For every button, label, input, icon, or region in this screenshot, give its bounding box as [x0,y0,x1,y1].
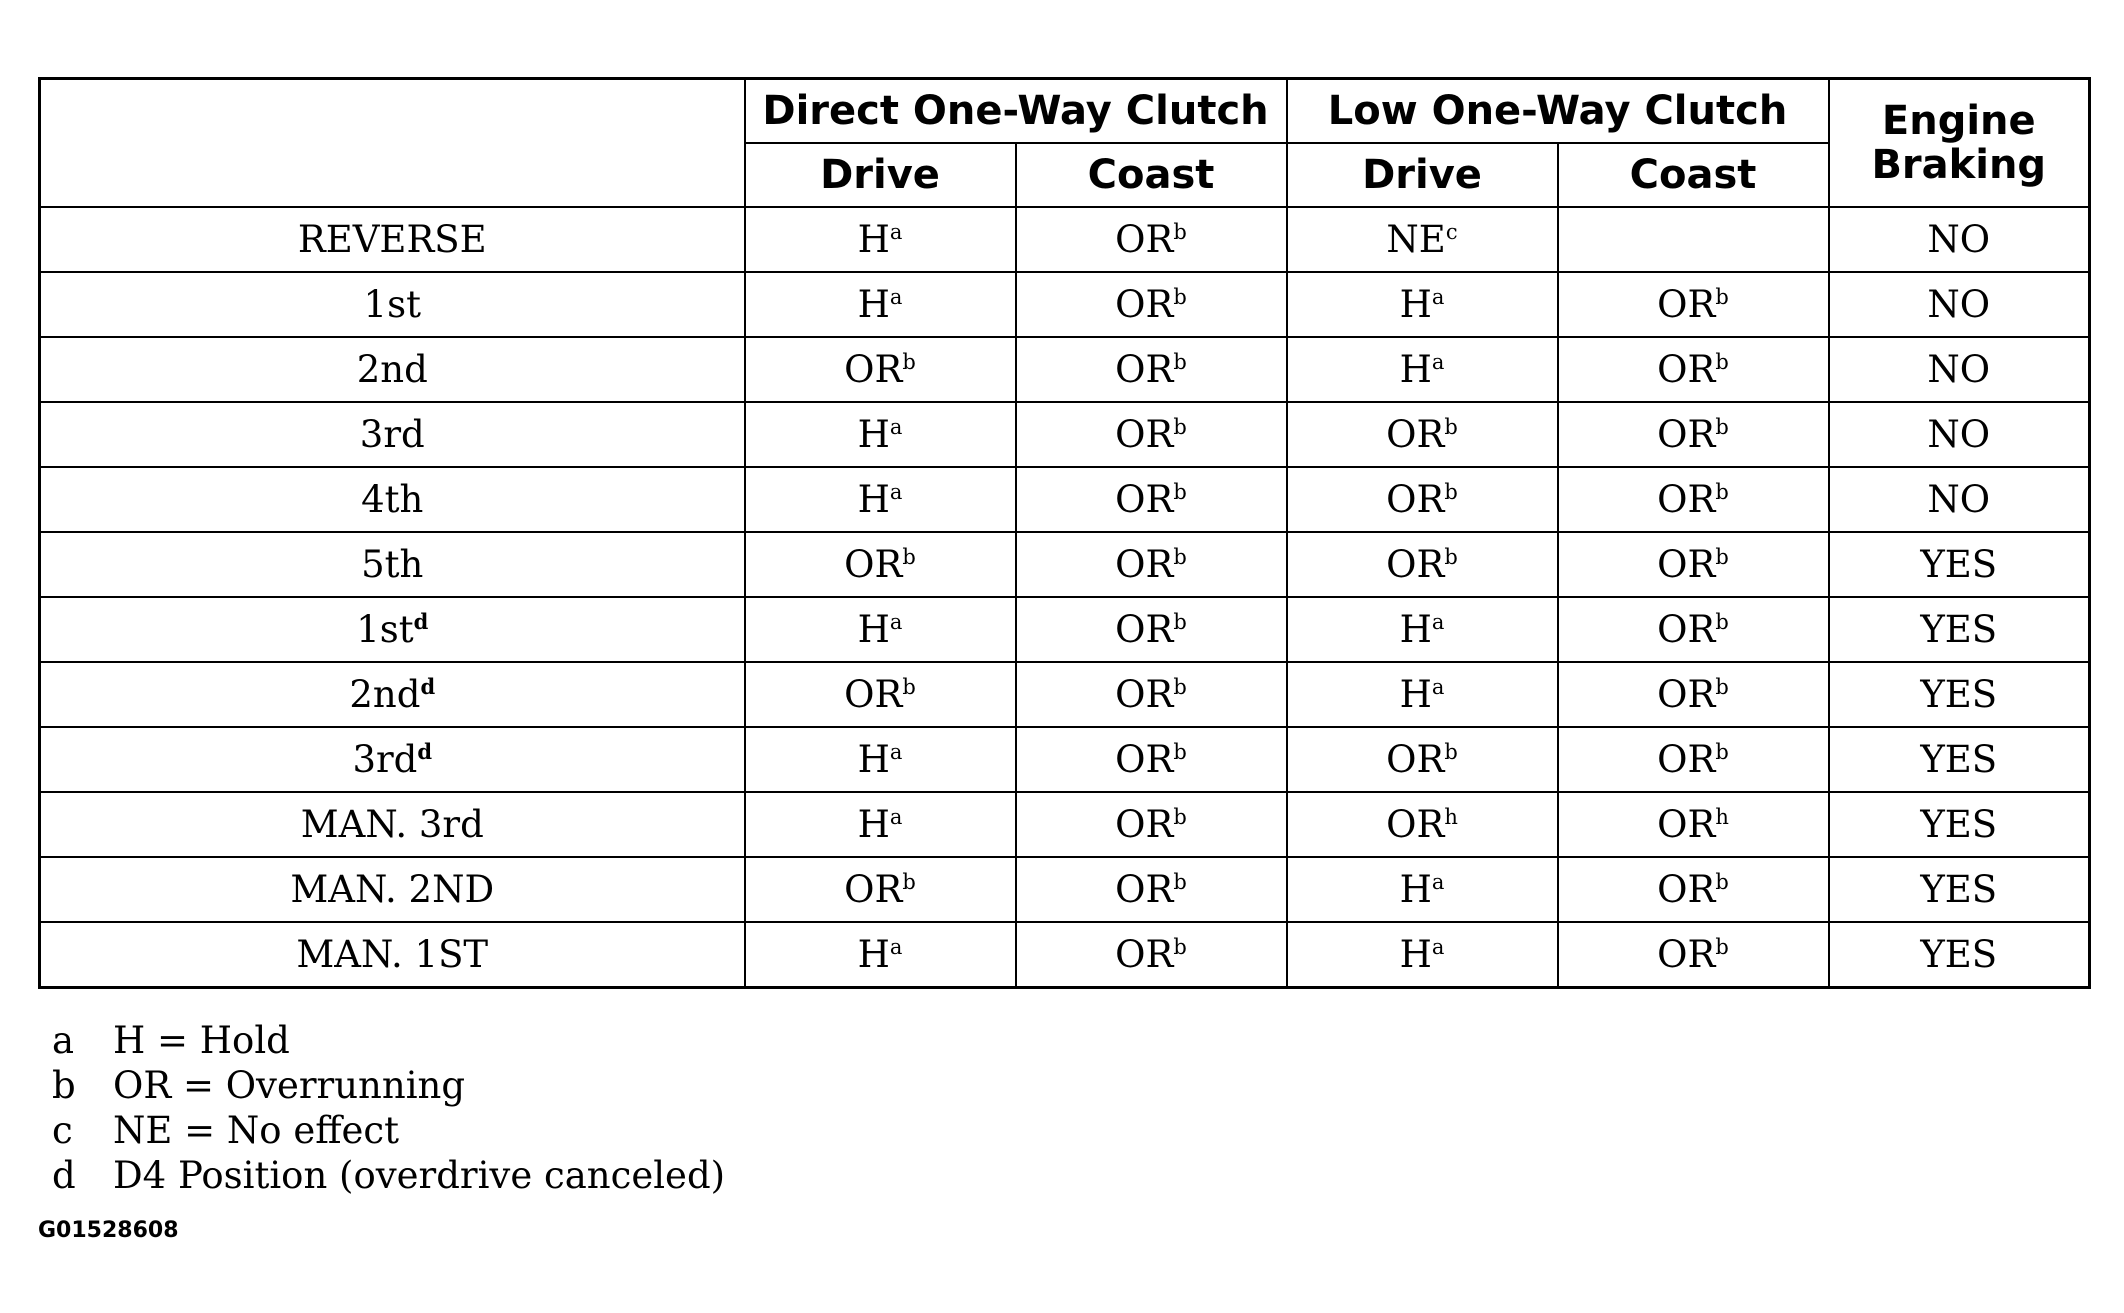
direct-drive-footnote-mark: b [902,870,916,894]
direct-drive-value: H [857,803,890,846]
low-drive-cell [1287,337,1558,402]
low-coast-footnote-mark: b [1715,675,1729,699]
direct-coast-cell [1016,792,1287,857]
low-coast-value: OR [1657,673,1716,716]
low-coast-cell [1558,857,1829,922]
direct-coast-cell [1016,337,1287,402]
position-label: MAN. 2ND [290,868,495,911]
footnote-key: b [52,1064,76,1107]
direct-coast-value: OR [1115,413,1174,456]
direct-drive-cell [745,402,1016,467]
footnote-key: c [52,1109,73,1152]
position-cell [40,402,745,467]
direct-coast-value: OR [1115,478,1174,521]
low-coast-footnote-mark: b [1715,935,1729,959]
engine-braking-value: YES [1920,933,1998,976]
direct-drive-cell [745,532,1016,597]
direct-coast-footnote-mark: b [1173,545,1187,569]
direct-drive-value: H [857,283,890,326]
direct-drive-cell [745,857,1016,922]
table-row [40,532,2090,597]
table-row [40,337,2090,402]
direct-coast-cell [1016,922,1287,988]
low-coast-footnote-mark: b [1715,610,1729,634]
position-label: 5th [361,543,424,586]
direct-coast-cell [1016,272,1287,337]
low-drive-footnote-mark: b [1444,480,1458,504]
position-footnote-mark: d [420,674,436,699]
low-drive-footnote-mark: a [1431,870,1445,894]
low-drive-footnote-mark: a [1431,350,1445,374]
low-drive-cell [1287,727,1558,792]
position-label: 3rd [352,738,418,781]
low-drive-value: H [1399,348,1432,391]
direct-coast-value: OR [1115,933,1174,976]
direct-drive-footnote-mark: a [889,610,903,634]
low-coast-value: OR [1657,478,1716,521]
footnote-key: d [52,1154,76,1197]
engine-braking-cell [1829,662,2090,727]
direct-drive-value: H [857,413,890,456]
low-coast-cell [1558,272,1829,337]
low-drive-value: OR [1386,738,1445,781]
position-label: 2nd [349,673,421,716]
direct-coast-footnote-mark: b [1173,480,1187,504]
position-label: 3rd [359,413,425,456]
engine-braking-cell [1829,402,2090,467]
engine-braking-value: YES [1920,543,1998,586]
engine-braking-value: YES [1920,738,1998,781]
engine-braking-value: NO [1927,413,1991,456]
low-drive-value: OR [1386,803,1445,846]
direct-coast-value: OR [1115,738,1174,781]
low-drive-value: H [1399,673,1432,716]
table-row [40,792,2090,857]
low-coast-value: OR [1657,868,1716,911]
low-drive-cell [1287,207,1558,272]
position-label: MAN. 1ST [296,933,489,976]
header-direct-drive: Drive [745,143,1016,207]
footnote-text: OR = Overrunning [113,1064,466,1107]
low-drive-footnote-mark: c [1445,220,1458,244]
direct-drive-footnote-mark: a [889,480,903,504]
direct-drive-footnote-mark: a [889,740,903,764]
engine-braking-value: NO [1927,218,1991,261]
direct-drive-cell [745,207,1016,272]
low-coast-footnote-mark: h [1715,805,1729,829]
direct-coast-cell [1016,727,1287,792]
table-row [40,662,2090,727]
position-cell [40,207,745,272]
engine-braking-cell [1829,727,2090,792]
low-coast-footnote-mark: b [1715,870,1729,894]
direct-coast-value: OR [1115,218,1174,261]
direct-coast-cell [1016,532,1287,597]
position-label: 2nd [356,348,428,391]
position-cell [40,792,745,857]
direct-drive-cell [745,337,1016,402]
direct-coast-cell [1016,662,1287,727]
direct-coast-value: OR [1115,348,1174,391]
low-drive-footnote-mark: b [1444,415,1458,439]
low-drive-value: OR [1386,478,1445,521]
direct-coast-cell [1016,857,1287,922]
header-corner-cell [40,79,745,208]
position-footnote-mark: d [413,609,429,634]
table-row [40,727,2090,792]
figure-id: G01528608 [38,1218,179,1243]
low-coast-value: OR [1657,933,1716,976]
table-row [40,922,2090,988]
low-coast-value: OR [1657,803,1716,846]
direct-coast-footnote-mark: b [1173,610,1187,634]
direct-drive-value: H [857,218,890,261]
low-drive-footnote-mark: a [1431,675,1445,699]
position-cell [40,857,745,922]
low-coast-cell [1558,922,1829,988]
direct-coast-value: OR [1115,283,1174,326]
engine-braking-cell [1829,857,2090,922]
low-drive-value: OR [1386,543,1445,586]
low-drive-value: H [1399,868,1432,911]
low-coast-cell [1558,337,1829,402]
position-label: REVERSE [297,218,487,261]
low-drive-footnote-mark: a [1431,935,1445,959]
low-drive-value: H [1399,933,1432,976]
table-row [40,857,2090,922]
low-drive-value: H [1399,283,1432,326]
direct-coast-footnote-mark: b [1173,740,1187,764]
low-coast-cell [1558,597,1829,662]
engine-braking-value: YES [1920,868,1998,911]
engine-braking-value: NO [1927,348,1991,391]
direct-drive-cell [745,662,1016,727]
direct-coast-cell [1016,402,1287,467]
direct-drive-cell [745,922,1016,988]
low-drive-value: OR [1386,413,1445,456]
low-drive-value: H [1399,608,1432,651]
direct-drive-footnote-mark: a [889,415,903,439]
direct-coast-footnote-mark: b [1173,415,1187,439]
position-label: 4th [361,478,424,521]
clutch-application-table [38,77,2091,989]
footnote-text: H = Hold [113,1019,290,1062]
position-footnote-mark: d [417,739,433,764]
header-direct-coast: Coast [1016,143,1287,207]
position-label: 1st [356,608,414,651]
direct-drive-value: H [857,933,890,976]
footnote-text: NE = No effect [113,1109,399,1152]
engine-braking-cell [1829,597,2090,662]
low-drive-cell [1287,922,1558,988]
low-coast-value: OR [1657,608,1716,651]
direct-drive-cell [745,272,1016,337]
table-header [40,79,2090,208]
engine-braking-cell [1829,792,2090,857]
engine-braking-value: YES [1920,608,1998,651]
direct-drive-footnote-mark: b [902,545,916,569]
low-drive-cell [1287,792,1558,857]
footnote-key: a [52,1019,75,1062]
direct-drive-value: OR [844,673,903,716]
direct-drive-value: H [857,478,890,521]
position-cell [40,922,745,988]
low-coast-cell [1558,402,1829,467]
direct-coast-footnote-mark: b [1173,285,1187,309]
header-low-coast: Coast [1558,143,1829,207]
low-coast-footnote-mark: b [1715,740,1729,764]
direct-drive-cell [745,792,1016,857]
low-coast-footnote-mark: b [1715,285,1729,309]
low-drive-footnote-mark: a [1431,285,1445,309]
direct-coast-value: OR [1115,543,1174,586]
footnote-text: D4 Position (overdrive canceled) [113,1154,726,1197]
table-row [40,207,2090,272]
header-engine-braking-line1: Engine [1881,98,2036,144]
low-coast-footnote-mark: b [1715,545,1729,569]
low-coast-footnote-mark: b [1715,480,1729,504]
direct-coast-value: OR [1115,608,1174,651]
low-coast-cell [1558,727,1829,792]
low-drive-footnote-mark: a [1431,610,1445,634]
direct-coast-cell [1016,207,1287,272]
low-drive-footnote-mark: h [1444,805,1458,829]
direct-coast-footnote-mark: b [1173,220,1187,244]
engine-braking-value: NO [1927,283,1991,326]
low-drive-cell [1287,402,1558,467]
engine-braking-value: NO [1927,478,1991,521]
position-cell [40,337,745,402]
low-coast-cell [1558,532,1829,597]
position-label: 1st [363,283,421,326]
direct-drive-footnote-mark: b [902,350,916,374]
position-cell [40,727,745,792]
table-row [40,467,2090,532]
low-drive-value: NE [1386,218,1446,261]
direct-coast-footnote-mark: b [1173,675,1187,699]
low-drive-footnote-mark: b [1444,545,1458,569]
direct-drive-cell [745,467,1016,532]
engine-braking-cell [1829,532,2090,597]
footnotes [52,1018,725,1198]
footnote-item [52,1018,725,1063]
header-low-one-way-clutch: Low One-Way Clutch [1287,79,1829,144]
low-coast-cell [1558,467,1829,532]
direct-drive-footnote-mark: a [889,285,903,309]
low-coast-footnote-mark: b [1715,350,1729,374]
direct-coast-footnote-mark: b [1173,935,1187,959]
header-engine-braking [1829,79,2090,208]
table-body [40,207,2090,988]
position-cell [40,272,745,337]
low-drive-footnote-mark: b [1444,740,1458,764]
direct-coast-value: OR [1115,673,1174,716]
engine-braking-value: YES [1920,803,1998,846]
header-direct-one-way-clutch: Direct One-Way Clutch [745,79,1287,144]
direct-drive-footnote-mark: b [902,675,916,699]
footnote-item [52,1063,725,1108]
direct-drive-footnote-mark: a [889,935,903,959]
direct-drive-value: OR [844,348,903,391]
direct-coast-cell [1016,597,1287,662]
low-coast-cell [1558,792,1829,857]
direct-coast-footnote-mark: b [1173,805,1187,829]
direct-drive-value: OR [844,543,903,586]
direct-drive-value: H [857,738,890,781]
table-row [40,272,2090,337]
position-cell [40,597,745,662]
position-cell [40,532,745,597]
low-coast-value: OR [1657,348,1716,391]
direct-drive-value: H [857,608,890,651]
low-drive-cell [1287,597,1558,662]
engine-braking-cell [1829,272,2090,337]
direct-coast-value: OR [1115,803,1174,846]
direct-coast-value: OR [1115,868,1174,911]
direct-drive-cell [745,727,1016,792]
direct-coast-cell [1016,467,1287,532]
direct-drive-footnote-mark: a [889,805,903,829]
position-cell [40,467,745,532]
low-coast-footnote-mark: b [1715,415,1729,439]
footnote-item [52,1108,725,1153]
engine-braking-cell [1829,467,2090,532]
low-drive-cell [1287,532,1558,597]
header-low-drive: Drive [1287,143,1558,207]
direct-drive-value: OR [844,868,903,911]
engine-braking-value: YES [1920,673,1998,716]
table-row [40,402,2090,467]
footnote-item [52,1153,725,1198]
low-drive-cell [1287,467,1558,532]
low-coast-value: OR [1657,413,1716,456]
low-coast-cell [1558,662,1829,727]
low-drive-cell [1287,857,1558,922]
low-coast-cell [1558,207,1829,272]
header-engine-braking-line2: Braking [1871,142,2047,188]
position-label: MAN. 3rd [300,803,484,846]
low-coast-value: OR [1657,543,1716,586]
direct-coast-footnote-mark: b [1173,870,1187,894]
low-drive-cell [1287,662,1558,727]
position-cell [40,662,745,727]
engine-braking-cell [1829,337,2090,402]
direct-drive-cell [745,597,1016,662]
engine-braking-cell [1829,922,2090,988]
direct-coast-footnote-mark: b [1173,350,1187,374]
direct-drive-footnote-mark: a [889,220,903,244]
low-coast-value: OR [1657,283,1716,326]
engine-braking-cell [1829,207,2090,272]
low-coast-value: OR [1657,738,1716,781]
table-row [40,597,2090,662]
low-drive-cell [1287,272,1558,337]
